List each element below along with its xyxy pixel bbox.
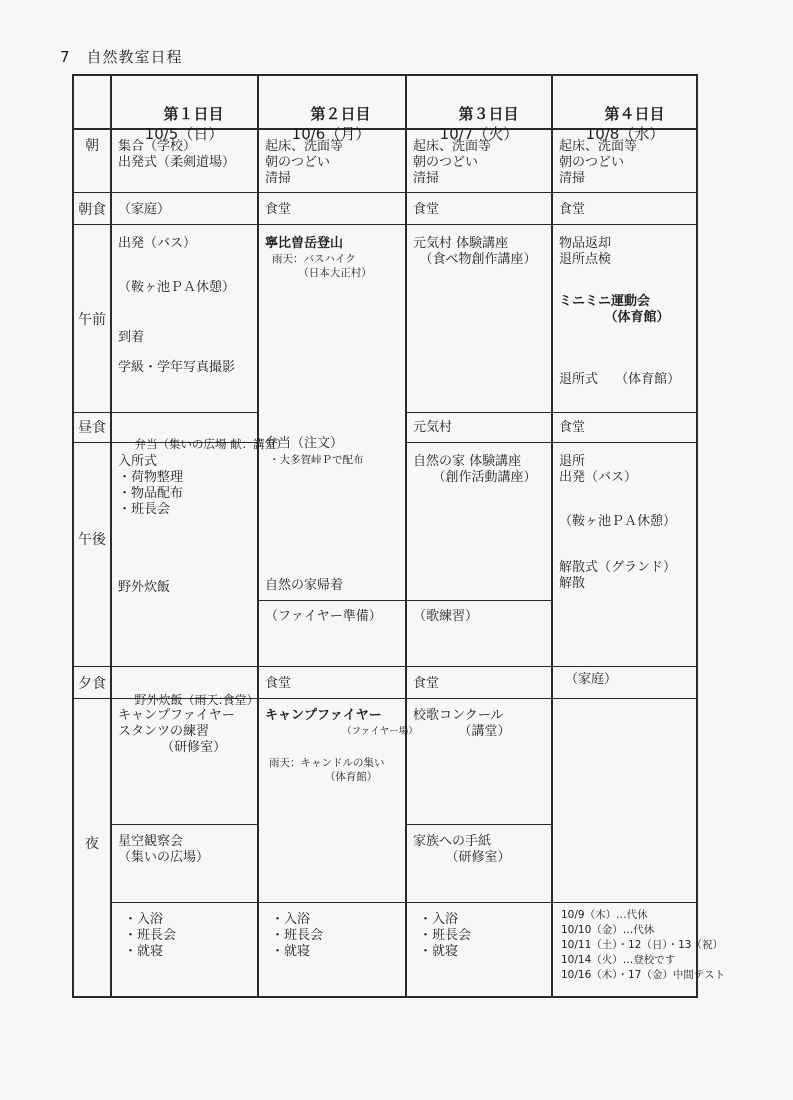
row-divider (74, 666, 696, 667)
row-divider (405, 412, 696, 413)
cell-d2-night-rain: 雨天：キャンドルの集い （体育館） (269, 757, 385, 783)
cell-d2-am-title: 寧比曽岳登山 (265, 236, 344, 251)
col-divider (551, 76, 553, 996)
cell-d2-pm-fire-prep: （ファイヤー準備） (265, 609, 382, 624)
row-divider (257, 600, 551, 601)
page-title-text: 自然教室日程 (86, 48, 183, 66)
row-divider (110, 824, 257, 825)
cell-d4-breakfast: 食堂 (559, 202, 586, 217)
day-date: 10/8（水） (585, 125, 665, 143)
cell-d2-night-place: （ファイヤー場） (342, 726, 418, 737)
cell-d3-am-course: 元気村 体験講座 （食べ物創作講座） (413, 236, 537, 267)
cell-d4-dinner: （家庭） (565, 672, 618, 687)
day-date: 10/7（火） (439, 125, 519, 143)
row-divider (74, 192, 696, 193)
cell-d3-pm-song: （歌練習） (413, 609, 479, 624)
cell-d4-morning: 起床、洗面等 朝のつどい 清掃 (559, 139, 638, 186)
cell-d4-pm-rest: （鞍ヶ池ＰＡ休憩） (559, 514, 677, 529)
slot-morning: 朝 (85, 138, 99, 154)
cell-d3-morning: 起床、洗面等 朝のつどい 清掃 (413, 139, 492, 186)
cell-d1-morning: 集合（学校） 出発式（柔剣道場） (118, 139, 236, 170)
cell-d1-breakfast: （家庭） (118, 202, 171, 217)
row-divider (110, 902, 696, 903)
cell-d3-bed: ・入浴 ・班長会 ・就寝 (419, 912, 472, 959)
cell-d3-night-song: 校歌コンクール （講堂） (413, 708, 511, 739)
schedule-table (72, 74, 725, 998)
cell-d3-lunch: 元気村 (413, 420, 453, 435)
row-divider (405, 824, 551, 825)
dinner-text: 野外炊飯（雨天:食堂） (134, 693, 259, 707)
cell-d1-am-arrive: 到着 (118, 330, 145, 345)
col-divider (257, 76, 259, 996)
slot-forenoon: 午前 (78, 312, 106, 328)
cell-d3-pm-course: 自然の家 体験講座 （創作活動講座） (413, 454, 537, 485)
cell-d3-night-letter: 家族への手紙 （研修室） (413, 834, 511, 865)
day-label: 第２日目 (310, 105, 371, 123)
cell-d1-pm-cooking: 野外炊飯 (118, 580, 171, 595)
cell-d1-am-rest: （鞍ヶ池ＰＡ休憩） (118, 280, 236, 295)
cell-d2-lunch-note: ・大多賀峠Ｐで配布 (269, 454, 364, 466)
day-label: 第４日目 (604, 105, 665, 123)
cell-d3-breakfast: 食堂 (413, 202, 440, 217)
cell-d1-pm-entry: 入所式 ・荷物整理 ・物品配布 ・班長会 (118, 454, 184, 517)
cell-d2-am-rain: 雨天：バスハイク （日本大正村） (272, 253, 372, 279)
row-divider (74, 224, 696, 225)
cell-d4-pm-dismiss: 解散式（グランド） 解散 (559, 560, 677, 591)
cell-d4-am-ceremony: 退所式 （体育館） (559, 372, 681, 387)
cell-d4-lunch: 食堂 (559, 420, 586, 435)
lunch-text: 弁当（集いの広場 献：講堂） (134, 437, 288, 451)
col-divider (405, 76, 407, 996)
row-divider (74, 412, 257, 413)
slot-night: 夜 (85, 836, 99, 852)
cell-d4-note: 10/9（木）…代休 10/10（金）…代休 10/11（土）・12（日）・13（祝） 10/14（火）…登校です 10/16（木）・17（金）中間テスト (561, 909, 725, 981)
cell-d2-breakfast: 食堂 (265, 202, 292, 217)
cell-d4-am-sports: ミニミニ運動会 （体育館） (559, 294, 670, 325)
cell-d2-bed: ・入浴 ・班長会 ・就寝 (271, 912, 324, 959)
day-label: 第１日目 (163, 105, 224, 123)
cell-d1-bed: ・入浴 ・班長会 ・就寝 (124, 912, 177, 959)
page-number: 7 (60, 48, 71, 66)
slot-breakfast: 朝食 (78, 202, 106, 218)
cell-d2-morning: 起床、洗面等 朝のつどい 清掃 (265, 139, 344, 186)
cell-d2-pm-return: 自然の家帰着 (265, 578, 344, 593)
cell-d1-am-photo: 学級・学年写真撮影 (118, 360, 236, 375)
day-date: 10/6（月） (291, 125, 371, 143)
cell-d2-lunch: 弁当（注文） (265, 436, 344, 451)
row-divider (405, 442, 696, 443)
slot-dinner: 夕食 (78, 676, 106, 692)
day-date: 10/5（日） (144, 125, 224, 143)
cell-d2-night-title: キャンプファイヤー (265, 708, 382, 723)
cell-d1-night-stars: 星空観察会 （集いの広場） (118, 834, 210, 865)
slot-afternoon: 午後 (78, 532, 106, 548)
day-label: 第３日目 (458, 105, 519, 123)
page-title (60, 46, 183, 67)
cell-d1-night-stunts: キャンプファイヤー スタンツの練習 （研修室） (118, 708, 235, 755)
slot-lunch: 昼食 (78, 420, 106, 436)
cell-d1-am-depart: 出発（バス） (118, 236, 197, 251)
cell-d4-am-return: 物品返却 退所点検 (559, 236, 612, 267)
cell-d4-pm-leave: 退所 出発（バス） (559, 454, 638, 485)
cell-d3-dinner: 食堂 (413, 676, 440, 691)
cell-d2-dinner: 食堂 (265, 676, 292, 691)
